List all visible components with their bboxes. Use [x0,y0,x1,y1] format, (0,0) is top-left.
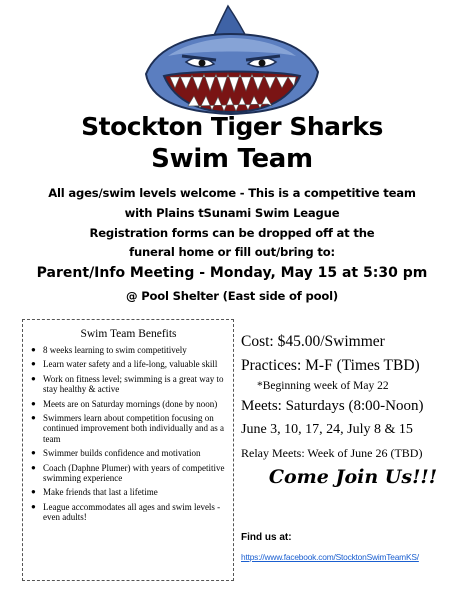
bullet-dot-icon: ● [31,487,36,497]
find-us-label: Find us at: [241,532,292,543]
location-line: @ Pool Shelter (East side of pool) [125,289,338,303]
benefit-text: Make friends that last a lifetime [43,487,158,498]
bullet-dot-icon: ● [31,448,36,458]
meets-line: Meets: Saturdays (8:00-Noon) [241,398,424,414]
come-join-label: Come Join Us!!! [268,466,438,488]
benefit-text: League accommodates all ages and swim levels - even adults! [43,501,221,523]
list-item [29,374,228,395]
benefit-text: Work on fitness level; swimming is a great way to stay healthy & active [43,373,224,395]
meeting-line: Parent/Info Meeting - Monday, May 15 at 5:30 pm [36,265,428,281]
title-line-1: Stockton Tiger Sharks [81,112,383,141]
bullet-dot-icon: ● [31,373,36,383]
list-item [29,502,228,523]
info-line-4: funeral home or fill out/bring to: [129,245,335,259]
info-line-3: Registration forms can be dropped off at the [89,226,375,240]
bullet-dot-icon: ● [31,413,36,423]
benefits-title: Swim Team Benefits [80,328,177,340]
bullet-dot-icon: ● [31,501,36,511]
benefit-text: Coach (Daphne Plumer) with years of competitive swimming experience [43,462,225,484]
facebook-link[interactable]: https://www.facebook.com/StocktonSwimTeamKS/ [241,552,419,562]
bullet-dot-icon: ● [31,398,36,408]
begin-note: *Beginning week of May 22 [257,380,389,392]
benefit-text: Learn water safety and a life-long, valuable skill [43,359,218,370]
meet-dates-line: June 3, 10, 17, 24, July 8 & 15 [241,422,413,437]
list-item [29,413,228,444]
benefits-list [29,345,228,523]
benefit-text: Meets are on Saturday mornings (done by noon) [43,398,218,409]
come-join-text [0,466,464,488]
cost-line: Cost: $45.00/Swimmer [241,333,385,350]
list-item [29,399,228,409]
bullet-dot-icon: ● [31,359,36,369]
list-item [29,359,228,369]
list-item [29,448,228,458]
relay-line: Relay Meets: Week of June 26 (TBD) [241,446,423,460]
shark-mascot-icon [128,4,334,122]
info-line-2: with Plains tSunami Swim League [124,206,340,220]
info-line-1: All ages/swim levels welcome - This is a competitive team [48,186,416,200]
bullet-dot-icon: ● [31,462,36,472]
bullet-dot-icon: ● [31,345,36,354]
benefits-box [22,319,234,581]
practices-line: Practices: M-F (Times TBD) [241,357,420,374]
benefit-text: Swimmer builds confidence and motivation [43,448,201,459]
title-line-2: Swim Team [151,144,313,174]
benefit-text: 8 weeks learning to swim competitively [43,345,187,355]
list-item [29,345,228,355]
benefit-text: Swimmers learn about competition focusing on continued improvement both individually and as a team [43,413,224,444]
list-item [29,487,228,497]
